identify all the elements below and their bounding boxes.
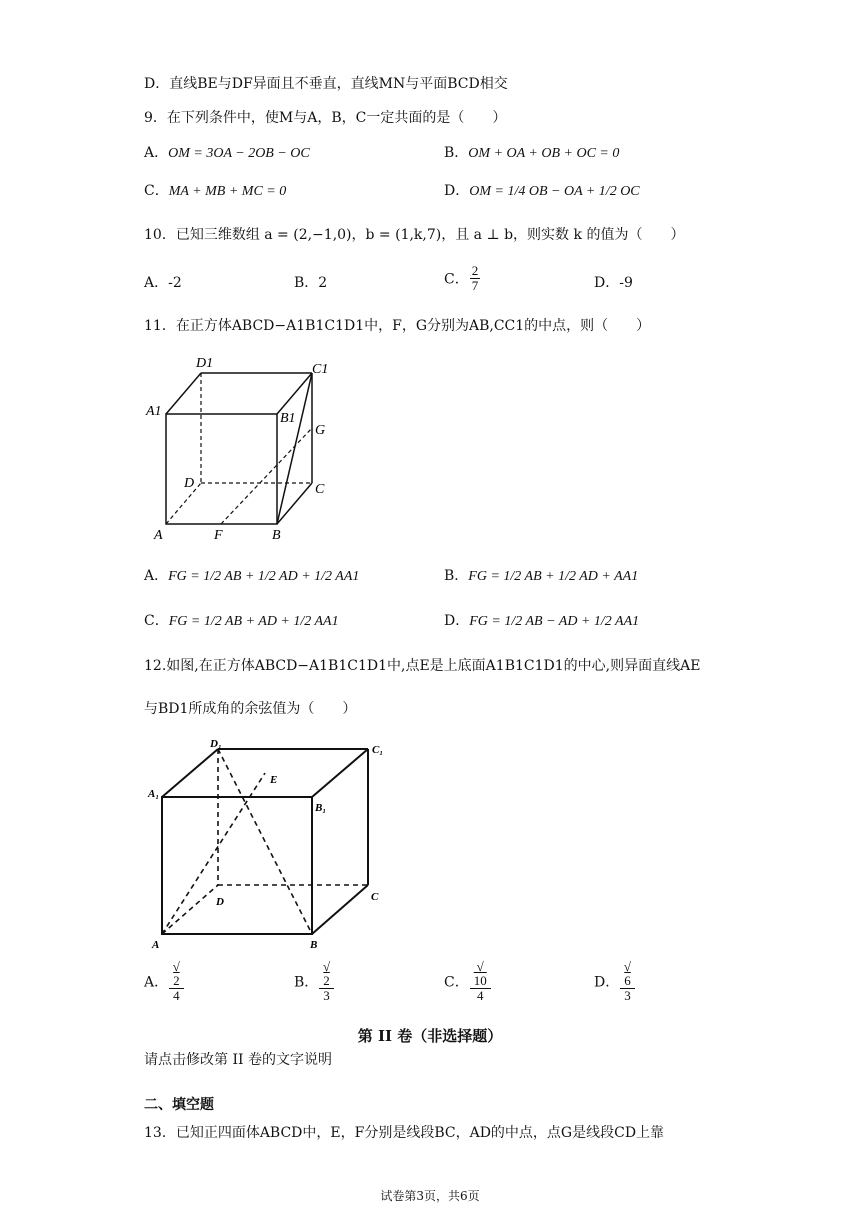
q10-option-b: B．2: [294, 275, 328, 291]
front-face: [166, 414, 277, 524]
option-expr: OM + OA + OB + OC = 0: [468, 146, 620, 161]
cube-figure-q11: [140, 350, 340, 550]
label-e: E: [270, 774, 278, 786]
label-f: F: [214, 528, 223, 543]
q9-option-a: [144, 142, 310, 162]
label-b1: B1: [280, 411, 296, 426]
q13-stem: 13．已知正四面体ABCD中，E，F分别是线段BC，AD的中点，点G是线段CD上靠: [144, 1125, 665, 1141]
q9-stem: 9．在下列条件中，使M与A，B，C一定共面的是（ ）: [144, 110, 507, 126]
q11-option-c: [144, 610, 339, 630]
label-g: G: [315, 423, 326, 438]
q12-option-a: [144, 960, 185, 1003]
q12-stem-line1: 12.如图,在正方体ABCD−A1B1C1D1中,点E是上底面A1B1C1D1的中心,则异面直线AE: [144, 658, 701, 674]
label-b1: B₁: [315, 802, 327, 814]
section-title: 第 II 卷（非选择题）: [357, 1027, 503, 1045]
section-note: 请点击修改第 II 卷的文字说明: [144, 1052, 332, 1068]
denominator: 3: [323, 988, 330, 1003]
numerator: √ 6: [620, 960, 635, 989]
label-a: A: [152, 939, 160, 951]
option-label: A．: [144, 568, 169, 584]
q9-option-b: [444, 142, 619, 162]
q9-option-c: [144, 180, 286, 200]
option-label: D．: [444, 183, 470, 199]
denominator: 7: [471, 278, 479, 293]
option-label: C．: [144, 183, 169, 199]
label-c1: C1: [312, 362, 329, 377]
q12-option-d: [594, 960, 636, 1003]
fraction: [470, 264, 481, 293]
option-expr: FG = 1/2 AB − AD + 1/2 AA1: [469, 614, 640, 629]
q10-option-c: [444, 264, 481, 293]
label-a1: A₁: [148, 788, 160, 800]
q12-option-b: [294, 960, 335, 1003]
numerator: √ 2: [319, 960, 334, 989]
option-expr: MA + MB + MC = 0: [168, 184, 287, 199]
option-expr: OM = 3OA − 2OB − OC: [168, 146, 310, 161]
label-c1: C₁: [372, 744, 384, 756]
option-label: B．: [444, 568, 469, 584]
q12-stem-line2: 与BD1所成角的余弦值为（ ）: [144, 701, 357, 717]
label-a1: A1: [146, 404, 162, 419]
option-label: C．: [444, 271, 469, 288]
label-a: A: [154, 528, 163, 543]
option-expr: FG = 1/2 AB + 1/2 AD + AA1: [468, 569, 639, 584]
q10-option-a: A．-2: [144, 275, 182, 291]
fraction: [620, 960, 635, 1003]
label-d1: D₁: [210, 738, 222, 750]
numerator: 2: [471, 263, 479, 278]
fraction: [470, 960, 491, 1003]
label-b: B: [272, 528, 281, 543]
q12-option-c: [444, 960, 492, 1003]
option-label: C．: [444, 974, 469, 991]
numerator: √ 2: [169, 960, 184, 989]
q11-stem: 11．在正方体ABCD−A1B1C1D1中，F，G分别为AB,CC1的中点，则（ ）: [144, 318, 651, 334]
denominator: 4: [173, 988, 180, 1003]
label-c: C: [371, 891, 379, 903]
label-d1: D1: [196, 356, 214, 371]
q11-option-d: [444, 610, 639, 630]
label-d: D: [184, 476, 195, 491]
q11-option-b: [444, 565, 638, 585]
cube-figure-q12: [140, 735, 400, 955]
label-d: D: [216, 896, 224, 908]
option-label: C．: [144, 613, 169, 629]
q10-stem: 10．已知三维数组 a = (2,−1,0)，b = (1,k,7)，且 a ⊥ b，则实数 k 的值为（ ）: [144, 227, 685, 243]
q9-option-d: [444, 180, 640, 200]
denominator: 4: [476, 988, 484, 1003]
fraction: [319, 960, 334, 1003]
part-heading: 二、填空题: [144, 1097, 214, 1113]
option-expr: FG = 1/2 AB + AD + 1/2 AA1: [168, 614, 339, 629]
denominator: 3: [624, 988, 631, 1003]
numerator: √ 10: [470, 960, 491, 989]
option-label: D．: [594, 974, 620, 991]
option-label: D．: [444, 613, 470, 629]
option-label: A．: [144, 974, 169, 991]
q10-option-d: D．-9: [594, 275, 633, 291]
q11-option-a: [144, 565, 359, 585]
option-expr: FG = 1/2 AB + 1/2 AD + 1/2 AA1: [168, 569, 360, 584]
option-expr: OM = 1/4 OB − OA + 1/2 OC: [469, 184, 640, 199]
option-label: B．: [294, 974, 319, 991]
q8-option-d: D．直线BE与DF异面且不垂直，直线MN与平面BCD相交: [144, 76, 508, 92]
option-label: B．: [444, 145, 469, 161]
label-c: C: [315, 482, 325, 497]
fraction: [169, 960, 184, 1003]
option-label: A．: [144, 145, 169, 161]
label-b: B: [310, 939, 318, 951]
page-footer: 试卷第3页，共6页: [380, 1189, 480, 1203]
